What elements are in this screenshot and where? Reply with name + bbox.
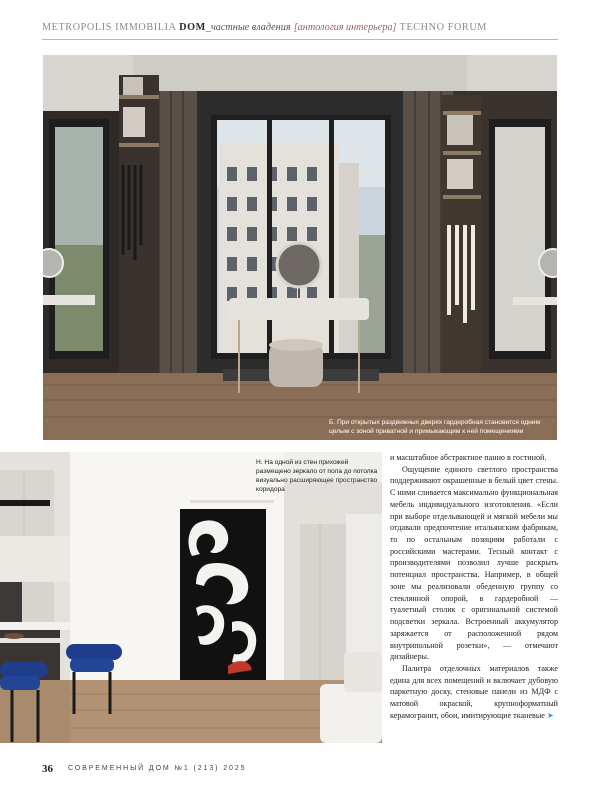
- header-left: METROPOLIS IMMOBILIA: [42, 22, 176, 33]
- magazine-issue: СОВРЕМЕННЫЙ ДОМ №1 (213) 2025: [68, 765, 247, 772]
- hallway-photo: [0, 452, 382, 743]
- article-paragraph: и масштабное абстрактное панно в гостиной.: [390, 453, 547, 462]
- wardrobe-photo-caption: Б. При открытых раздвижных дверях гардеробная становится одним целым с зоной приватной и примыкающим к ней помещениями: [329, 419, 541, 435]
- continue-arrow-icon[interactable]: ➤: [546, 710, 554, 720]
- hallway-photo-caption: Н. На одной из стен прихожей размещено зеркало от пола до потолка визуально расширяющее пространство коридора: [256, 459, 378, 493]
- article-paragraph: Ощущение единого светлого пространства поддерживают окрашенные в белый цвет стены. С ними сливается максимально функциональная мебель индивидуального изготовления. «Если при выборе отделывающей и мягкой мебели мы отдавали предпочтение итальянским фабрикам, то по остальным позициям работали с российскими мастерами. Тесный контакт с производителями позволил лучше раскрыть потенциал пространства. Например, в общей зоне мы реализовали обеденную группу со стеклянной опорой, в гардеробной — туалетный столик с оригинальной системой подсветки зеркала. Встроенный аккумулятор заряжается от расположенной рядом внутрипольной розетки», — отмечают дизайнеры.: [390, 464, 559, 662]
- header-rule: [42, 39, 558, 40]
- header-brand-tail: _частные владения: [205, 22, 291, 33]
- running-header: [42, 22, 558, 38]
- hallway-illustration: [0, 452, 382, 743]
- article-column: [390, 452, 558, 722]
- header-right: TECHNO FORUM: [399, 22, 487, 33]
- header-section: [антология интерьера]: [293, 22, 397, 33]
- wardrobe-illustration: [43, 55, 557, 440]
- page-number: 36: [42, 763, 53, 775]
- article-paragraph: Палитра отделочных материалов также едина для всех помещений и включает дубовую паркетную доску, стеновые панели из МДФ с матовой окраской, крупноформатный керамогранит, обои, имитирующие тканевые: [390, 663, 558, 720]
- header-brand: DOM: [179, 22, 206, 33]
- wardrobe-photo: [43, 55, 557, 440]
